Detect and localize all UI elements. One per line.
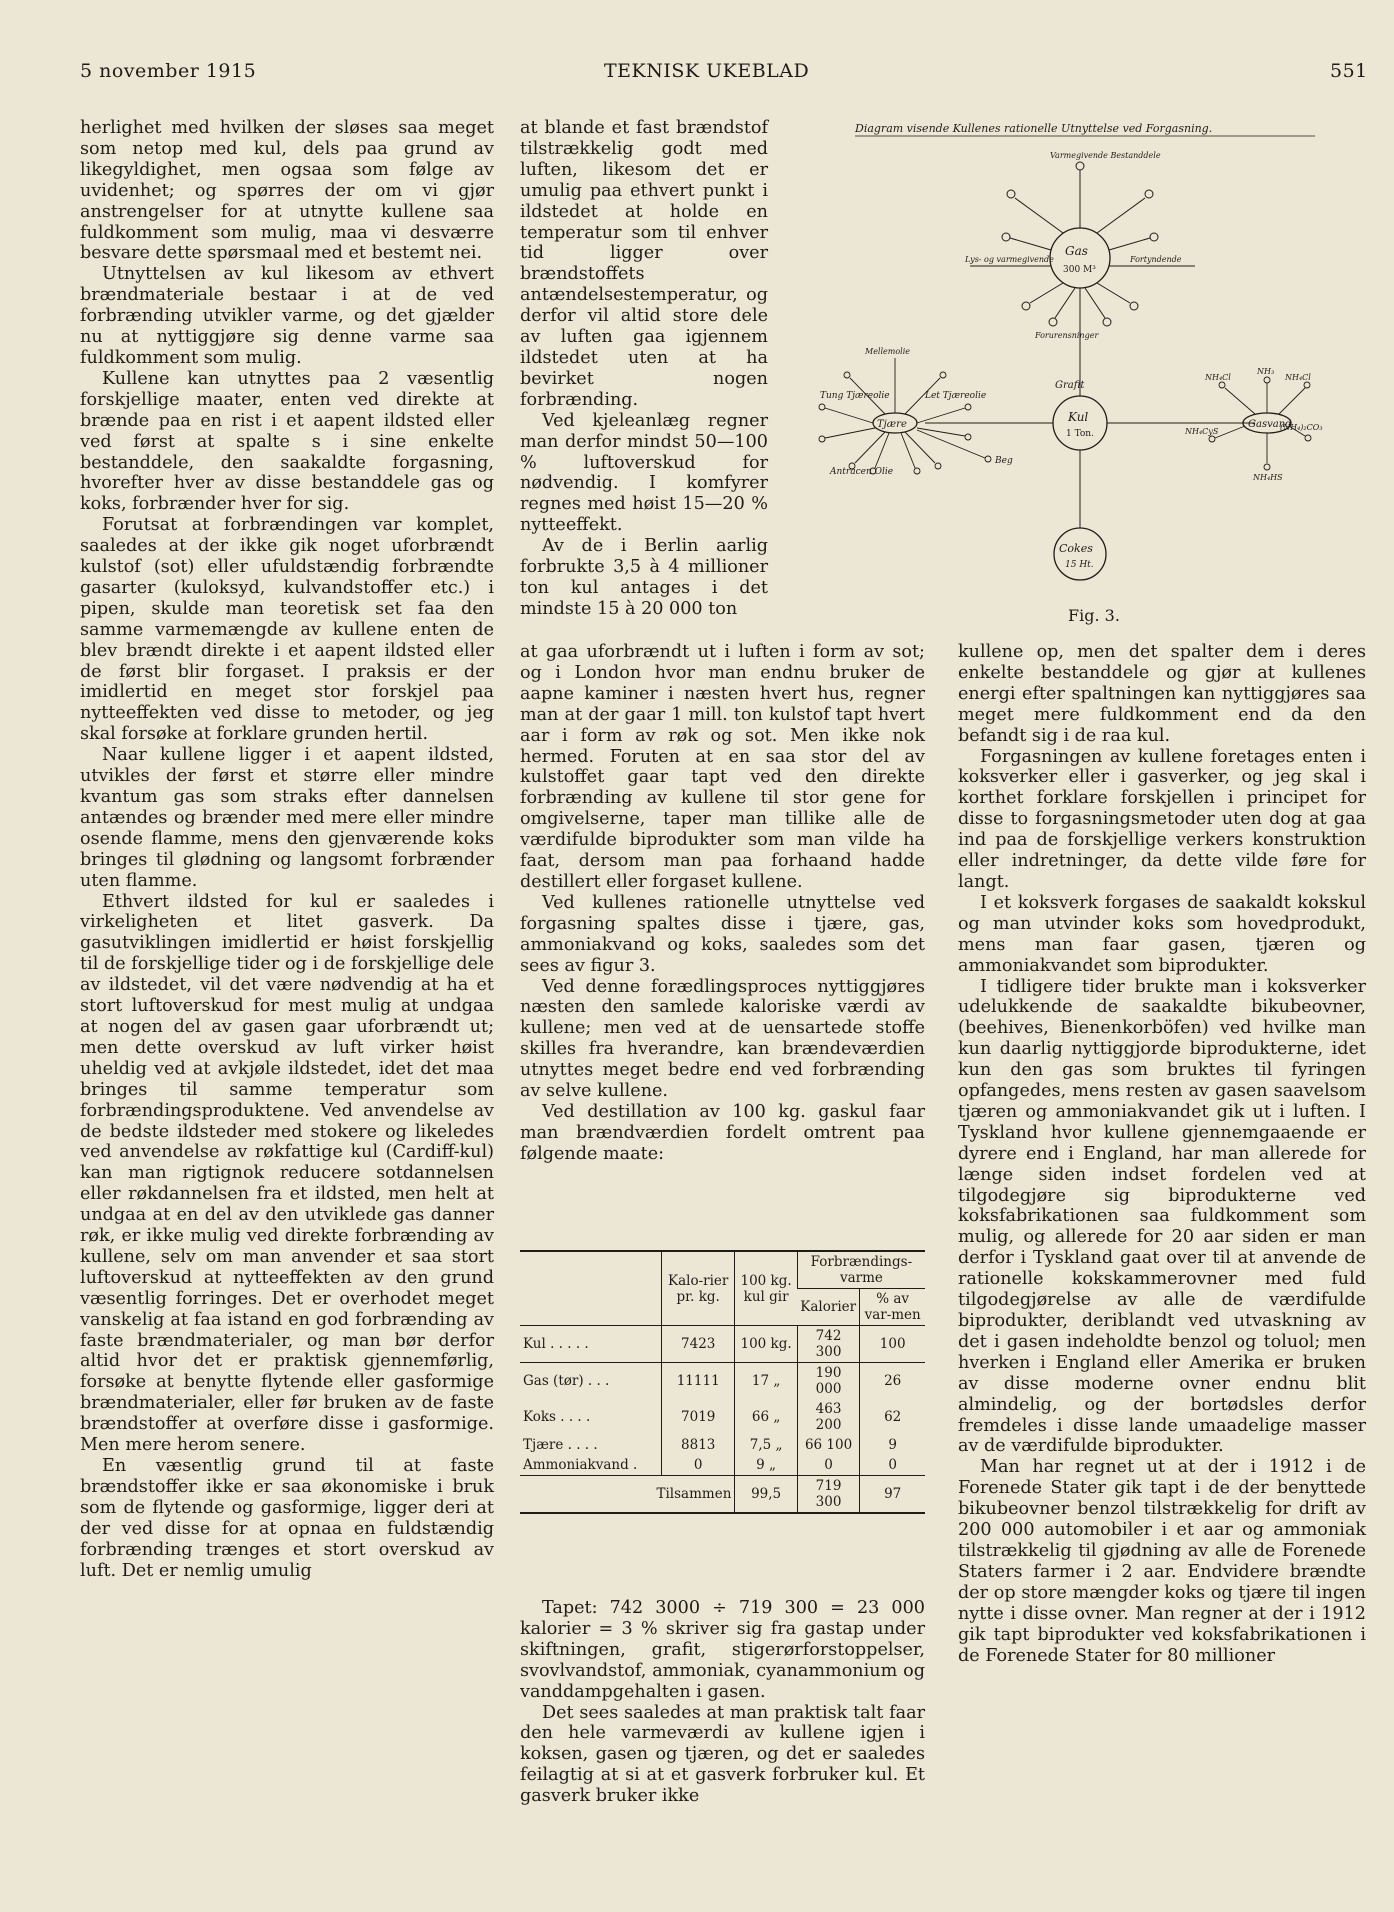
gas-node xyxy=(1050,228,1110,288)
nh4hs-label: NH₄HS xyxy=(1253,473,1283,482)
column-header-forbraendingsvarme: Forbrændings-varme xyxy=(797,1251,925,1289)
row-name: Gas (tør) . . . xyxy=(520,1363,662,1400)
header-journal: TEKNISK UKEBLAD xyxy=(604,60,810,82)
nh4cl-label: NH₄Cl xyxy=(1205,373,1231,382)
paragraph: Ved denne forædlingsproces nyttiggjøres næsten den samlede kaloriske værdi av kullene; men ved at de uensartede stoffe skilles fra hverandre, kan brændeværdien utnyttes meget bedre end ved forbrænding av selve kullene. xyxy=(520,976,925,1102)
paragraph: kullene op, men det spalter dem i deres enkelte bestanddele og gjør at kullenes energi efter spaltningen kan nyttiggjøres saa meget mere fuldkomment end da den befandt sig i de raa kul. xyxy=(958,642,1366,746)
paragraph: Man har regnet ut at der i 1912 i de Forenede Stater gik tapt i de der benyttede bikubeovner benzol tilstrækkelig for drift av 200 000 automobiler i et aar og ammoniak tilstrækkelig til gjødning av alle de Forenede Staters farmer i 2 aar. Endvidere brændte der op store mængder koks og tjære til ingen nytte i disse ovner. Man regner at der i 1912 gik tapt biprodukter ved koksfabrikationen i de Forenede Stater for 80 millioner xyxy=(958,1457,1366,1666)
gas-label: Gas xyxy=(1065,244,1088,258)
paragraph: Av de i Berlin aarlig forbrukte 3,5 à 4 millioner ton kul antages i det mindste 15 à 20 000 ton xyxy=(520,536,768,619)
cell-kal: 7019 xyxy=(662,1399,735,1435)
column-header-kalorier: Kalorier xyxy=(797,1289,860,1326)
row-name: Tjære . . . . xyxy=(523,1437,598,1453)
cell-pct: 26 xyxy=(860,1363,925,1400)
cell-kalorier: 0 xyxy=(797,1455,860,1476)
total-pct: 97 xyxy=(860,1476,925,1514)
cell-pct: 0 xyxy=(860,1455,925,1476)
beg-label: Beg xyxy=(995,456,1013,466)
kul-sub-label: 1 Ton. xyxy=(1066,429,1094,439)
column-header-100kg: 100 kg. kul gir xyxy=(735,1251,797,1326)
cell-pct: 62 xyxy=(860,1399,925,1435)
column-2-bottom xyxy=(520,1598,925,1807)
nh4cl2-label: NH₄Cl xyxy=(1285,373,1311,382)
lys-label: Lys- og varmegivende xyxy=(965,255,1054,264)
fortyndende-label: Fortyndende xyxy=(1130,255,1182,264)
cell-kg: 7,5 „ xyxy=(735,1435,797,1455)
cokes-label: Cokes xyxy=(1059,542,1093,555)
nh42co3-label: (NH₄)₂CO₃ xyxy=(1280,423,1323,432)
header-date: 5 november 1915 xyxy=(80,60,257,82)
paragraph: Ved kjeleanlæg regner man derfor mindst 50—100 % luftoverskud for nødvendig. I komfyrer regnes med høist 15—20 % nytteeffekt. xyxy=(520,410,768,536)
heat-distribution-table xyxy=(520,1250,925,1514)
gasvand-label: Gasvand xyxy=(1248,419,1292,430)
cell-kg: 66 „ xyxy=(735,1399,797,1435)
header-page-number: 551 xyxy=(1330,60,1368,82)
figure-caption: Fig. 3. xyxy=(1068,606,1120,625)
row-name: Kul . . . . . xyxy=(520,1326,662,1363)
paragraph: at gaa uforbrændt ut i luften i form av sot; og i London hvor man endnu bruker de aapne kaminer i næsten hvert hus, regner man at der gaar 1 mill. ton kulstof tapt hvert aar i form av røk og sot. Men ikke nok hermed. Foruten at en saa stor del av kulstoffet gaar tapt ved den direkte forbrænding av kullene til stor gene for omgivelserne, taper man tillike alle de værdifulde biprodukter som man vilde ha faat, dersom man paa forhaand hadde destillert eller forgaset kullene. xyxy=(520,642,925,892)
total-label: Tilsammen xyxy=(520,1476,735,1514)
antracen-label: Antracen Olie xyxy=(830,467,894,477)
cell-kal: 11111 xyxy=(662,1363,735,1400)
tung-label: Tung Tjæreolie xyxy=(820,391,890,401)
paragraph: Forutsat at forbrændingen var komplet, saaledes at der ikke gik noget uforbrændt kulstof (sot) eller ufuldstændig forbrændte gasarter (kuloksyd, kulvandstoffer etc.) i pipen, skulde man teoretisk set faa den samme varmemængde av kullene enten de blev brændt direkte i et aapent ildsted eller de først blir forgaset. I praksis er der imidlertid en meget stor forskjel paa nytteeffekten ved disse to metoder, og jeg skal forsøke at forklare grunden hertil. xyxy=(80,515,494,745)
cell-pct: 100 xyxy=(860,1326,925,1363)
grafit-label: Grafit xyxy=(1055,380,1085,391)
gas-sub-label: 300 M³ xyxy=(1063,265,1096,275)
paragraph: herlighet med hvilken der sløses saa meget som netop med kul, dels paa grund av likegyldighet, men ogsaa som følge av uvidenhet; og spørres der om vi gjør anstrengelser for at utnytte kullene saa fuldkomment som mulig, maa vi desværre besvare dette spørsmaal med et bestemt nei. xyxy=(80,118,494,264)
column-header-kalorier-pr-kg: Kalo-rier pr. kg. xyxy=(662,1251,735,1326)
cell-kalorier: 66 100 xyxy=(797,1435,860,1455)
paragraph: Kullene kan utnyttes paa 2 væsentlig forskjellige maater, enten ved direkte at brænde paa en rist i et aapent ildsted eller ved først at spalte s i sine enkelte bestanddele, den saakaldte forgasning, hvorefter hver av disse bestanddele gas og koks, forbrænder hver for sig. xyxy=(80,368,494,515)
row-name: Ammoniakvand . xyxy=(523,1457,638,1473)
column-3 xyxy=(958,642,1366,1666)
nh4cn-label: NH₄CyS xyxy=(1185,427,1219,436)
cell-kalorier: 742 300 xyxy=(797,1326,860,1363)
paragraph: at blande et fast brændstof tilstrækkelig godt med luften, likesom det er umulig paa ethvert punkt i ildstedet at holde en temperatur som til enhver tid ligger over brændstoffets antændelsestemperatur, og derfor vil altid store dele av luften gaa igjennem ildstedet uten at ha bevirket nogen forbrænding. xyxy=(520,118,768,410)
cell-kalorier: 463 200 xyxy=(797,1399,860,1435)
cell-kg: 17 „ xyxy=(735,1363,797,1400)
let-label: Let Tjæreolie xyxy=(925,391,987,401)
cokes-sub-label: 15 Ht. xyxy=(1065,560,1094,570)
paragraph: Det sees saaledes at man praktisk talt faar den hele varmeværdi av kullene igjen i koksen, gasen og tjæren, og det er saaledes feilagtig at si at et gasverk forbruker kul. Et gasverk bruker ikke xyxy=(520,1702,925,1807)
paragraph: I et koksverk forgases de saakaldt kokskul og man utvinder koks som hovedprodukt, mens man faar gasen, tjæren og ammoniakvandet som biprodukter. xyxy=(958,892,1366,976)
cell-pct: 9 xyxy=(860,1435,925,1455)
cell-kg: 100 kg. xyxy=(735,1326,797,1363)
column-2-wide xyxy=(520,642,925,1165)
total-kg: 99,5 xyxy=(735,1476,797,1514)
paragraph: Utnyttelsen av kul likesom av ethvert brændmateriale bestaar i at de ved forbrænding utvikler varme, og det gjælder nu at nyttiggjøre sig denne varme saa fuldkomment som mulig. xyxy=(80,264,494,368)
mellemolie-label: Mellemolie xyxy=(865,347,911,356)
paragraph: Forgasningen av kullene foretages enten i koksverker eller i gasverker, og jeg skal i korthet forklare forskjellen i principet for disse to forgasningsmetoder uten dog at gaa ind paa de forskjellige verkers konstruktion eller indretninger, da dette vilde føre for langt. xyxy=(958,746,1366,892)
row-name: Koks . . . . xyxy=(523,1409,591,1425)
forurensninger-label: Forurensninger xyxy=(1035,331,1099,340)
cell-kal: 8813 xyxy=(662,1435,735,1455)
paragraph: Tapet: 742 3000 ÷ 719 300 = 23 000 kalorier = 3 % skriver sig fra gastap under skiftningen, grafit, stigerørforstoppelser, svovlvandstof, ammoniak, cyanammonium og vanddampgehalten i gasen. xyxy=(520,1598,925,1702)
paragraph: Ved destillation av 100 kg. gaskul faar man brændværdien fordelt omtrent paa følgende maate: xyxy=(520,1101,925,1164)
paragraph: Ethvert ildsted for kul er saaledes i virkeligheten et litet gasverk. Da gasutviklingen imidlertid er høist forskjellig til de forskjellige tider og i de forskjellige dele av ildstedet, vil det være nødvendig at ha et stort luftoverskud for mest mulig at undgaa at nogen del av gasen gaar uforbrændt ut; men dette overskud av luft virker høist uheldig ved at avkjøle ildstedet, idet det maa bringes til samme temperatur som forbrændingsproduktene. Ved anvendelse av de bedste ildsteder med stokere og likeledes ved anvendelse av røkfattige kul (Cardiff-kul) kan man rigtignok reducere sotdannelsen eller røkdannelsen fra et ildsted, men helt at undgaa at en del av den utviklede gas danner røk, er ikke mulig ved direkte forbrænding av kullene, selv om man anvender et saa stort luftoverskud at nytteeffekten av den grund væsentlig forringes. Det er overhodet meget vanskelig at faa istand en god forbrænding av faste brændmaterialer, og man bør derfor altid hvor det er praktisk gjennemførlig, forsøke at benytte flytende eller gasformige brændmaterialer, eller før bruken av de faste brændstoffer at overføre disse i gasformige. Men mere herom senere. xyxy=(80,891,494,1456)
total-kalorier: 719 300 xyxy=(797,1476,860,1514)
paragraph: Ved kullenes rationelle utnyttelse ved forgasning spaltes disse i tjære, gas, ammoniakvand og koks, saaledes som det sees av figur 3. xyxy=(520,892,925,976)
cell-kalorier: 190 000 xyxy=(797,1363,860,1400)
kul-label: Kul xyxy=(1068,410,1089,424)
column-1 xyxy=(80,118,494,1581)
cell-kal: 7423 xyxy=(662,1326,735,1363)
cell-kg: 9 „ xyxy=(735,1455,797,1476)
paragraph: En væsentlig grund til at faste brændstoffer ikke er saa økonomiske i bruk som de flytende og gasformige, ligger deri at der ved disse for at opnaa en fuldstændig forbrænding trænges et stort overskud av luft. Det er nemlig umulig xyxy=(80,1456,494,1581)
nh3-label: NH₃ xyxy=(1257,367,1275,376)
figure-3-diagram xyxy=(785,118,1325,638)
column-header-percent: % av var-men xyxy=(860,1289,925,1326)
figure-title: Diagram visende Kullenes rationelle Utnyttelse ved Forgasning. xyxy=(855,122,1213,135)
paragraph: Naar kullene ligger i et aapent ildsted, utvikles der først et større eller mindre kvantum gas som straks efter dannelsen antændes og brænder med mere eller mindre osende flamme, mens den gjenværende koks bringes til glødning og langsomt forbrænder uten flamme. xyxy=(80,745,494,891)
paragraph: I tidligere tider brukte man i koksverker udelukkende de saakaldte bikubeovner, (beehives, Bienenkorböfen) ved hvilke man kun daarlig nyttiggjorde biprodukterne, idet kun den gas som bruktes til fyringen opfangedes, mens resten av gasen saavelsom tjæren og ammoniakvandet gik ut i luften. I Tyskland hvor kullene gjennemgaaende er dyrere end i England, har man allerede for længe siden indset fordelen ved at tilgodegjøre sig biprodukterne ved koksfabrikationen saa fuldkomment som mulig, og allerede for 20 aar siden er man derfor i Tyskland gaat over til at anvende de rationelle kokskammerovner med fuld tilgodegjørelse av alle de værdifulde biprodukter, deriblandt ved utvaskning av det i gasen indeholdte benzol og toluol; men hverken i England eller Amerika er bruken av disse moderne ovner endnu blit almindelig, og der bortødsles derfor fremdeles i disse lande umaadelige masser av de værdifulde biprodukter. xyxy=(958,976,1366,1457)
tjaere-label: Tjære xyxy=(877,419,907,430)
column-2-top xyxy=(520,118,768,620)
bestanddele-label: Varmegivende Bestanddele xyxy=(1050,151,1161,160)
cell-kal: 0 xyxy=(662,1455,735,1476)
